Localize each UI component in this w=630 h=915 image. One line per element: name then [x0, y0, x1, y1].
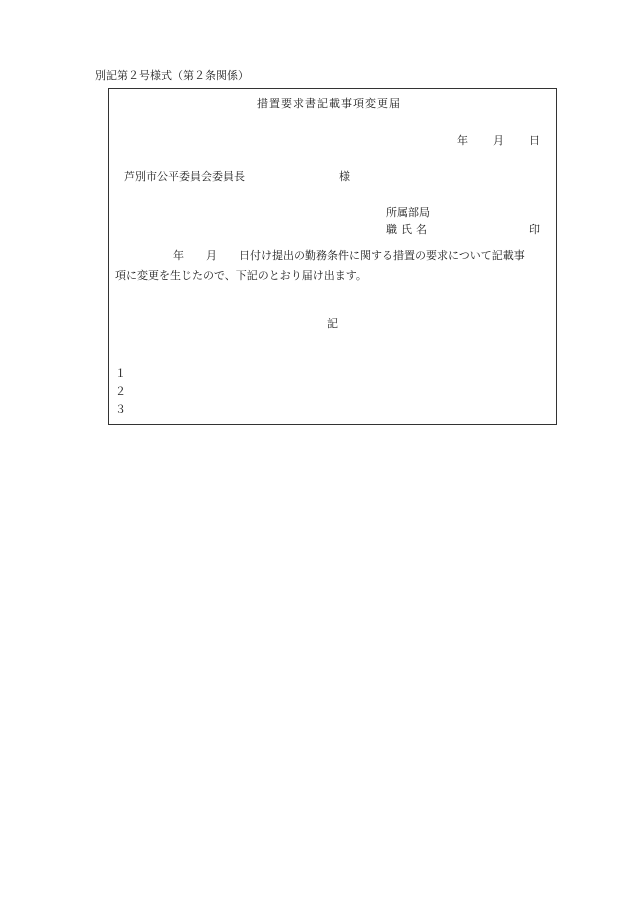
date-year-label: 年 [457, 134, 468, 147]
seal-label: 印 [529, 223, 540, 236]
date-day-label: 日 [529, 134, 540, 147]
date-month-label: 月 [493, 134, 504, 147]
list-item-number: ３ [115, 403, 126, 416]
body-text-line-2: 項に変更を生じたので、下記のとおり届け出ます。 [115, 269, 367, 282]
list-item-number: １ [115, 367, 126, 380]
department-label: 所属部局 [386, 206, 430, 219]
addressee: 芦別市公平委員会委員長 [124, 170, 245, 183]
list-item-number: ２ [115, 385, 126, 398]
document-title: 措置要求書記載事項変更届 [257, 97, 401, 110]
addressee-honorific: 様 [339, 170, 350, 183]
body-text-line-1: 年 月 日付け提出の勤務条件に関する措置の要求について記載事 [173, 249, 525, 262]
position-name-label: 職氏名 [386, 223, 431, 236]
form-number-label: 別記第２号様式（第２条関係） [95, 69, 249, 82]
ki-heading: 記 [327, 317, 338, 330]
